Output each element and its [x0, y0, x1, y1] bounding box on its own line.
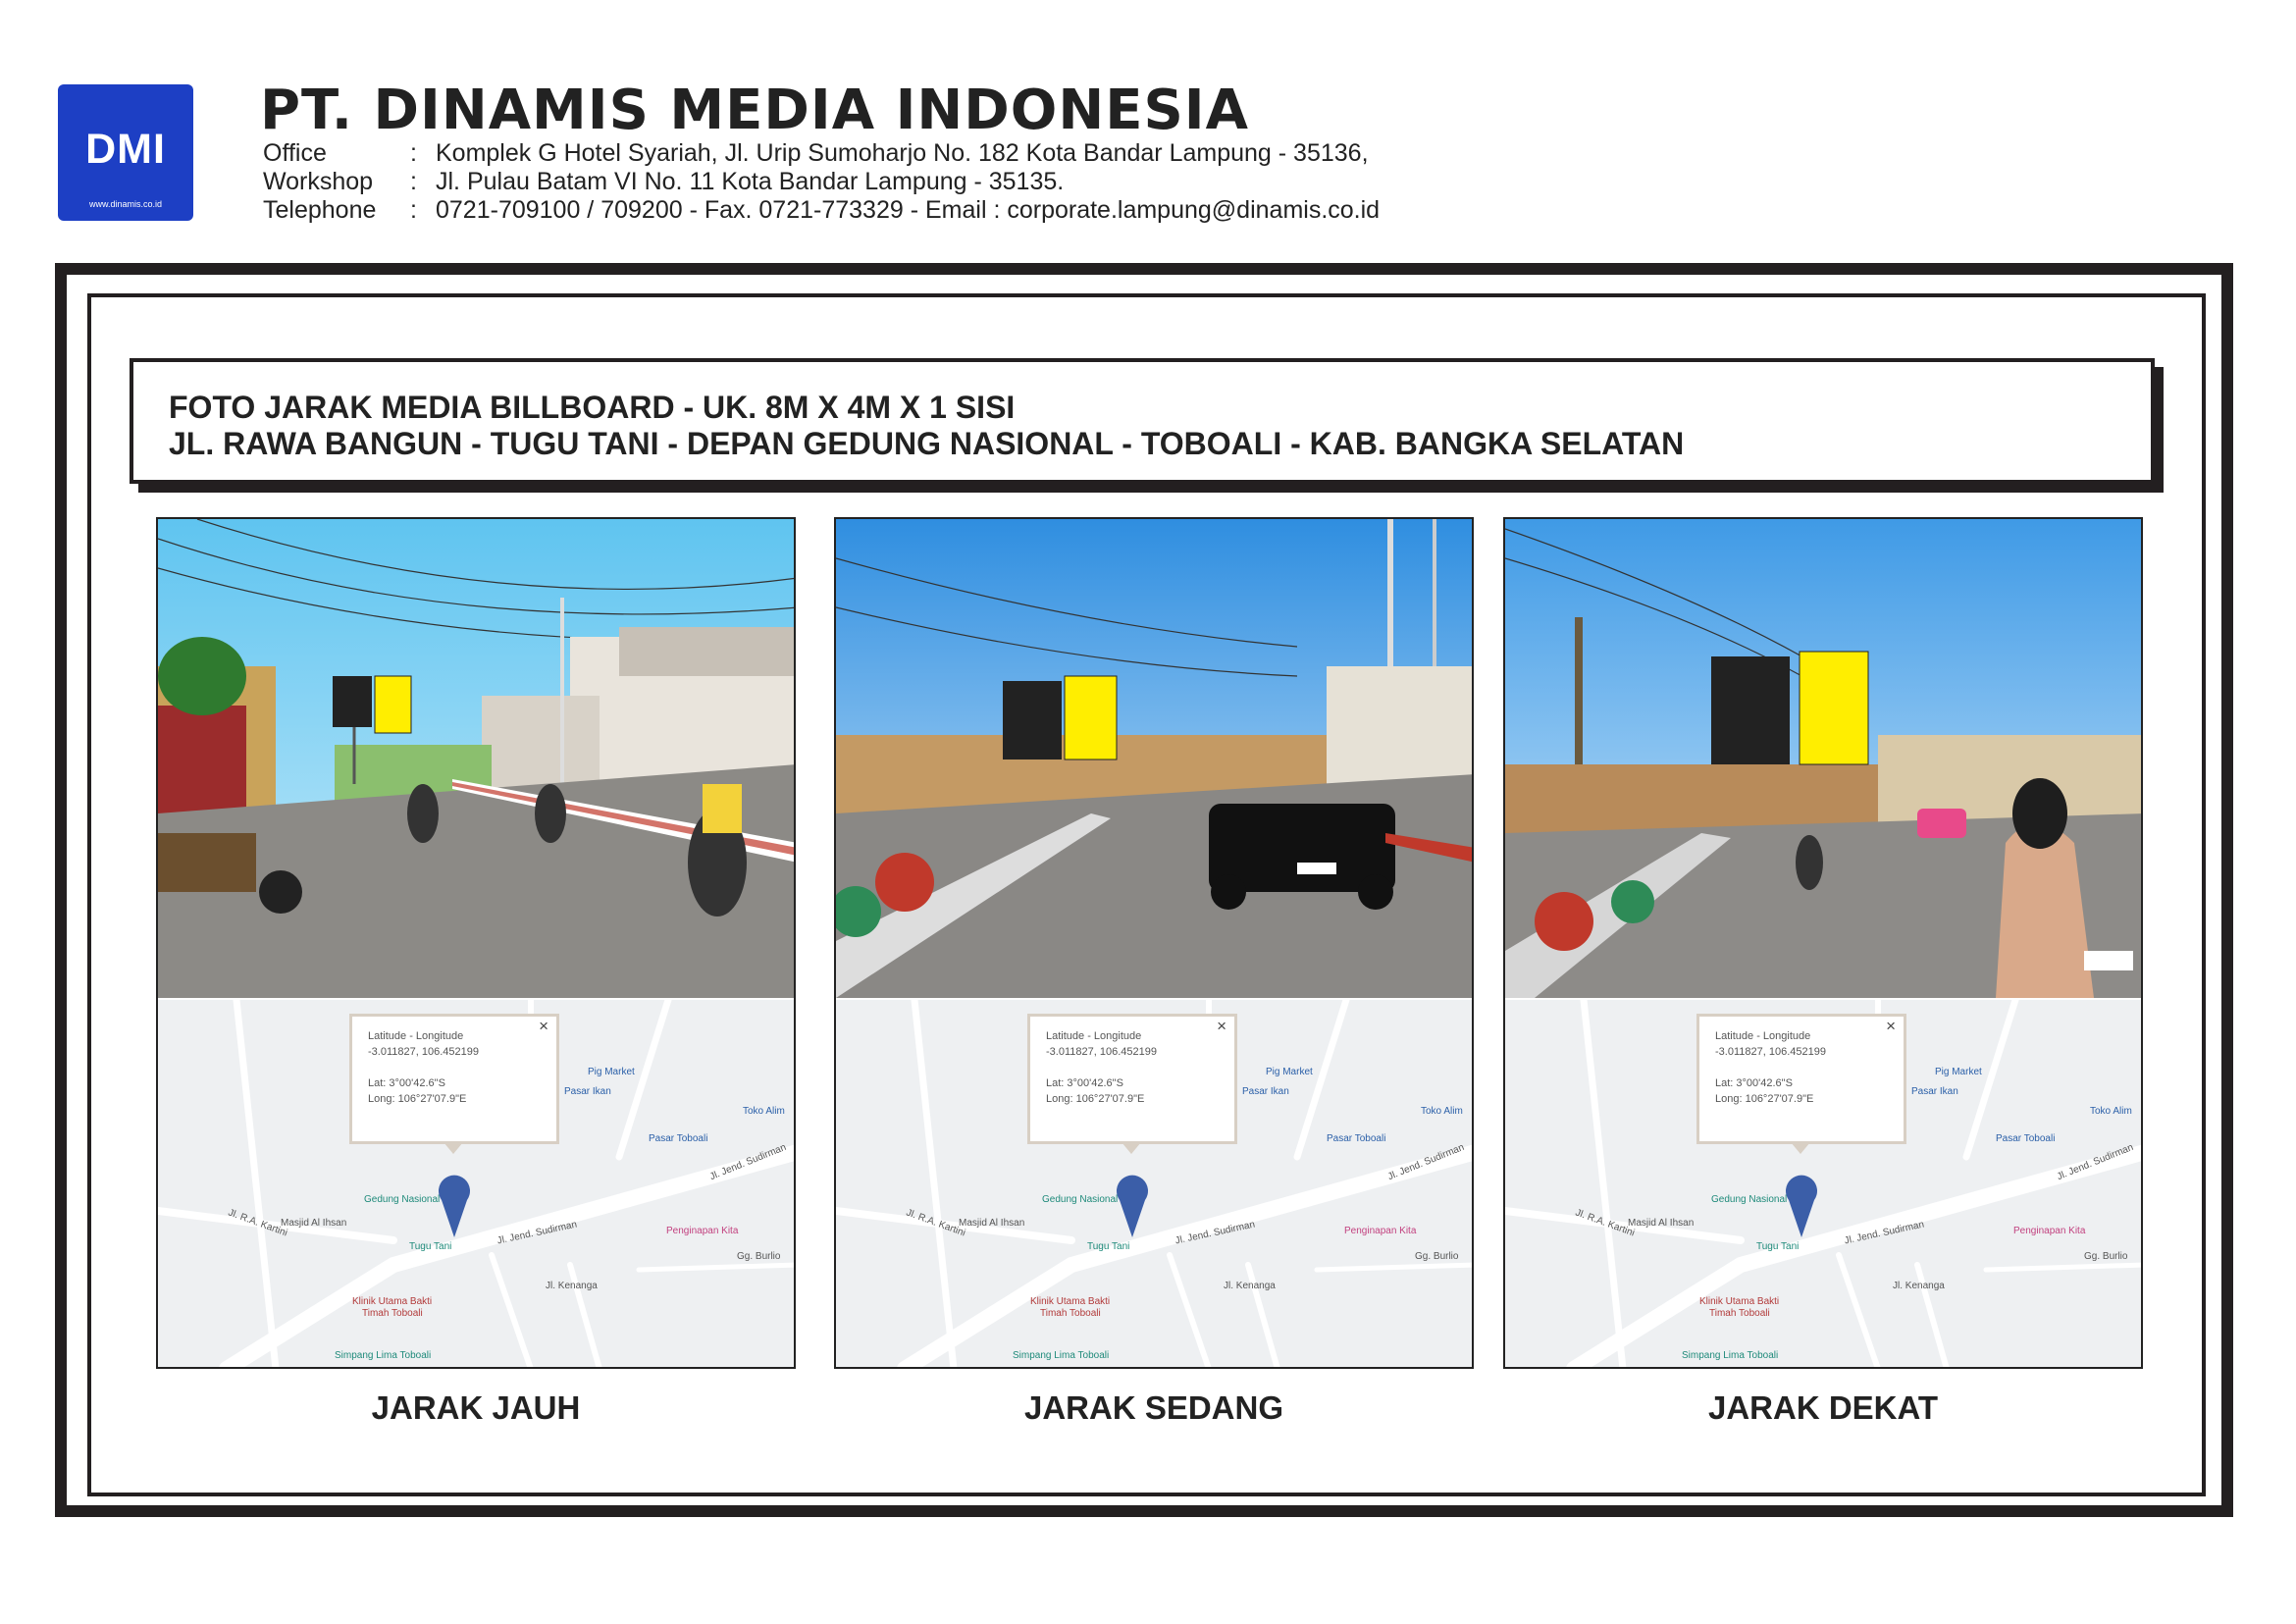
map-label: Jl. Jend. Sudirman [496, 1219, 579, 1247]
popup-coords: -3.011827, 106.452199 [368, 1046, 479, 1058]
location-map-medium [836, 1000, 1472, 1369]
title-line-1: FOTO JARAK MEDIA BILLBOARD - UK. 8M X 4M X 1 SISI [169, 390, 1016, 425]
map-label: Jl. Kenanga [1224, 1281, 1276, 1291]
map-label: Timah Toboali [1709, 1308, 1770, 1319]
map-label: Toko Alim [743, 1106, 785, 1117]
coordinate-popup [349, 1014, 559, 1144]
map-label: Jl. Jend. Sudirman [1843, 1219, 1926, 1247]
popup-long: Long: 106°27'07.9"E [1715, 1093, 1814, 1105]
map-label: Klinik Utama Bakti [352, 1296, 433, 1307]
map-label: Tugu Tani [1756, 1241, 1800, 1252]
map-pin-icon[interactable] [1785, 1175, 1818, 1237]
location-map-near [1505, 1000, 2141, 1369]
map-label: Timah Toboali [1040, 1308, 1101, 1319]
map-label: Simpang Lima Toboali [335, 1350, 432, 1361]
caption-near: JARAK DEKAT [1707, 1389, 1939, 1426]
logo-url: www.dinamis.co.id [88, 199, 163, 209]
popup-tail [1122, 1142, 1141, 1154]
map-label: Gedung Nasional [1711, 1194, 1788, 1205]
contact-office [263, 139, 1380, 168]
popup-lat: Lat: 3°00'42.6"S [368, 1077, 445, 1089]
map-label: Toko Alim [1421, 1106, 1463, 1117]
contact-value: Komplek G Hotel Syariah, Jl. Urip Sumoharjo No. 182 Kota Bandar Lampung - 35136, [436, 139, 1369, 167]
close-icon[interactable]: × [539, 1017, 548, 1035]
map-label: Masjid Al Ihsan [1628, 1218, 1695, 1229]
map-label: Gedung Nasional [1042, 1194, 1119, 1205]
map-label: Masjid Al Ihsan [281, 1218, 347, 1229]
caption-medium: JARAK SEDANG [1023, 1389, 1284, 1426]
contact-value: 0721-709100 / 709200 - Fax. 0721-773329 - Email : corporate.lampung@dinamis.co.id [436, 196, 1381, 224]
map-pin-icon[interactable] [1116, 1175, 1149, 1237]
map-label: Tugu Tani [409, 1241, 452, 1252]
popup-label: Latitude - Longitude [1715, 1030, 1811, 1042]
map-label: Pasar Toboali [1996, 1133, 2056, 1144]
map-label: Timah Toboali [362, 1308, 423, 1319]
contact-separator: : [410, 168, 417, 195]
title-line-2: JL. RAWA BANGUN - TUGU TANI - DEPAN GEDUNG NASIONAL - TOBOALI - KAB. BANGKA SELATAN [169, 426, 1685, 461]
contact-value: Jl. Pulau Batam VI No. 11 Kota Bandar Lampung - 35135. [436, 168, 1065, 195]
map-label: Jl. Jend. Sudirman [707, 1141, 788, 1183]
map-label: Toko Alim [2090, 1106, 2132, 1117]
map-label: Klinik Utama Bakti [1699, 1296, 1780, 1307]
map-label: Jl. Jend. Sudirman [2055, 1141, 2135, 1183]
popup-label: Latitude - Longitude [368, 1030, 464, 1042]
billboard-existing [1003, 681, 1062, 760]
billboard-yellow [375, 676, 411, 733]
close-icon[interactable]: × [1886, 1017, 1896, 1035]
popup-long: Long: 106°27'07.9"E [1046, 1093, 1145, 1105]
street-photo-far [158, 519, 794, 998]
popup-lat: Lat: 3°00'42.6"S [1715, 1077, 1793, 1089]
popup-long: Long: 106°27'07.9"E [368, 1093, 467, 1105]
logo-text: DMI [85, 126, 166, 173]
contact-block [263, 139, 1380, 225]
map-label: Klinik Utama Bakti [1030, 1296, 1111, 1307]
map-label: Tugu Tani [1087, 1241, 1130, 1252]
company-logo [58, 84, 193, 221]
street-photo-near [1505, 519, 2141, 998]
map-label: Jl. R.A. Kartini [1574, 1207, 1637, 1239]
map-label: Jl. Kenanga [1893, 1281, 1945, 1291]
panel-far [156, 517, 796, 1369]
caption-far: JARAK JAUH [371, 1389, 581, 1426]
map-label: Gedung Nasional [364, 1194, 441, 1205]
map-label: Pig Market [1935, 1067, 1982, 1077]
map-label: Jl. Jend. Sudirman [1385, 1141, 1466, 1183]
map-label: Pig Market [588, 1067, 635, 1077]
contact-workshop [263, 168, 1380, 196]
map-label: Pasar Toboali [1327, 1133, 1386, 1144]
map-label: Gg. Burlio [737, 1251, 781, 1262]
billboard-existing [333, 676, 372, 727]
map-label: Masjid Al Ihsan [959, 1218, 1025, 1229]
billboard-yellow [1065, 676, 1117, 760]
map-label: Pasar Toboali [649, 1133, 708, 1144]
contact-separator: : [410, 139, 417, 167]
map-label: Jl. R.A. Kartini [905, 1207, 967, 1239]
contact-separator: : [410, 196, 417, 224]
contact-label: Workshop [263, 168, 374, 195]
map-label: Pasar Ikan [1242, 1086, 1289, 1097]
billboard-yellow [1800, 652, 1868, 764]
map-label: Jl. R.A. Kartini [227, 1207, 289, 1239]
popup-tail [1791, 1142, 1810, 1154]
location-map-far [158, 1000, 794, 1369]
coordinate-popup [1696, 1014, 1906, 1144]
title-box [130, 358, 2155, 484]
map-label: Pasar Ikan [1911, 1086, 1958, 1097]
close-icon[interactable]: × [1217, 1017, 1226, 1035]
popup-coords: -3.011827, 106.452199 [1046, 1046, 1157, 1058]
contact-label: Telephone [263, 196, 377, 224]
billboard-existing [1711, 656, 1790, 764]
contact-telephone [263, 196, 1380, 225]
map-label: Gg. Burlio [2084, 1251, 2128, 1262]
panel-near [1503, 517, 2143, 1369]
map-label: Gg. Burlio [1415, 1251, 1459, 1262]
map-label: Penginapan Kita [1344, 1226, 1417, 1236]
street-photo-medium [836, 519, 1472, 998]
map-label: Pig Market [1266, 1067, 1313, 1077]
map-label: Pasar Ikan [564, 1086, 611, 1097]
coordinate-popup [1027, 1014, 1237, 1144]
map-label: Jl. Jend. Sudirman [1174, 1219, 1257, 1247]
popup-tail [444, 1142, 463, 1154]
map-label: Simpang Lima Toboali [1682, 1350, 1779, 1361]
panel-medium [834, 517, 1474, 1369]
map-pin-icon[interactable] [438, 1175, 471, 1237]
map-label: Penginapan Kita [2013, 1226, 2086, 1236]
map-label: Simpang Lima Toboali [1013, 1350, 1110, 1361]
popup-label: Latitude - Longitude [1046, 1030, 1142, 1042]
map-label: Jl. Kenanga [546, 1281, 598, 1291]
popup-coords: -3.011827, 106.452199 [1715, 1046, 1826, 1058]
popup-lat: Lat: 3°00'42.6"S [1046, 1077, 1123, 1089]
map-label: Penginapan Kita [666, 1226, 739, 1236]
contact-label: Office [263, 139, 327, 167]
company-name: PT. DINAMIS MEDIA INDONESIA [260, 79, 1249, 142]
